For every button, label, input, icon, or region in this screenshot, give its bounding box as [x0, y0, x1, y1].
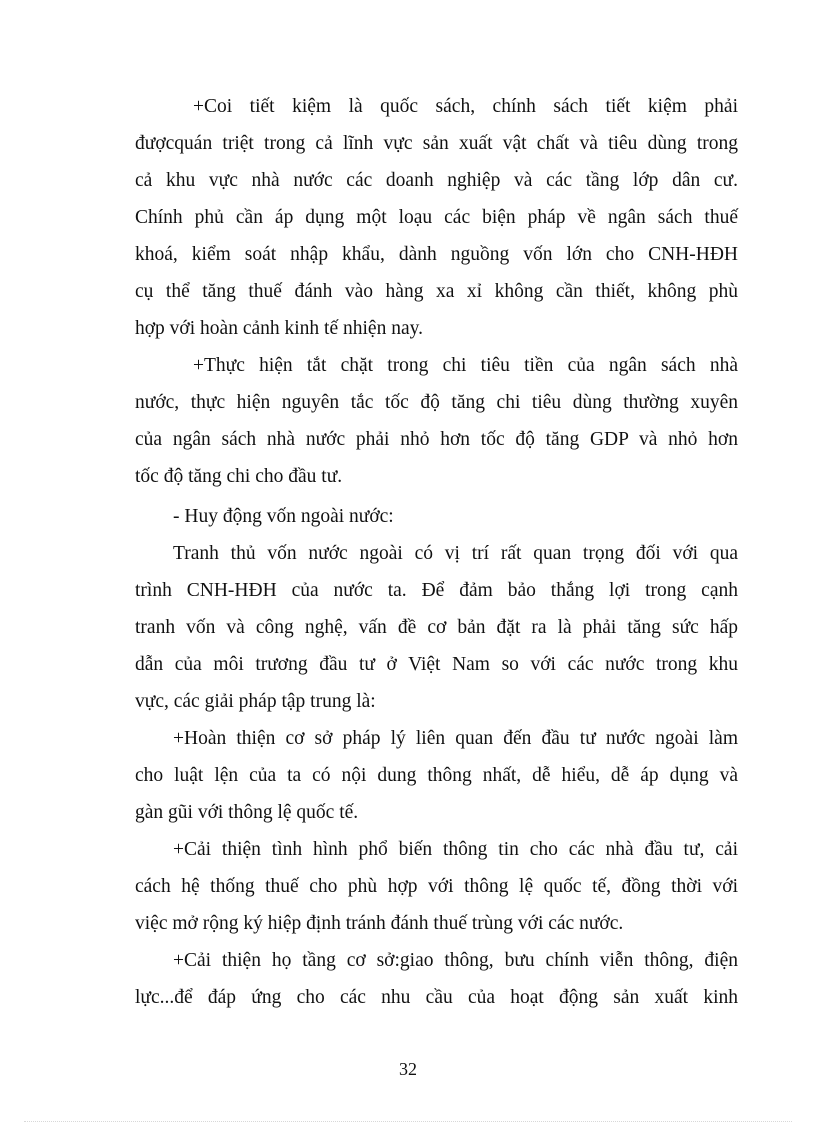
text-line: vực, các giải pháp tập trung là: [135, 691, 376, 712]
text-line: +Thực hiện tắt chặt trong chi tiêu tiền của ngân sách nhà [193, 355, 738, 376]
text-line: +Coi tiết kiệm là quốc sách, chính sách tiết kiệm phải [193, 96, 738, 117]
text-line: lực...để đáp ứng cho các nhu cầu của hoạt động sản xuất kinh [135, 987, 738, 1008]
text-line: trình CNH-HĐH của nước ta. Để đảm bảo thắng lợi trong cạnh [135, 580, 738, 601]
text-line: cách hệ thống thuế cho phù hợp với thông lệ quốc tế, đồng thời với [135, 876, 738, 897]
text-line: tranh vốn và công nghệ, vấn đề cơ bản đặt ra là phải tăng sức hấp [135, 617, 738, 638]
text-line: cho luật lện của ta có nội dung thông nhất, dễ hiểu, dễ áp dụng và [135, 765, 738, 786]
text-line: Chính phủ cần áp dụng một loạu các biện pháp về ngân sách thuế [135, 207, 738, 228]
text-line: gàn gũi với thông lệ quốc tế. [135, 802, 359, 823]
text-line: nước, thực hiện nguyên tắc tốc độ tăng chi tiêu dùng thường xuyên [135, 392, 738, 413]
text-line: khoá, kiểm soát nhập khẩu, dành nguồng vốn lớn cho CNH-HĐH [135, 244, 738, 265]
text-line: cả khu vực nhà nước các doanh nghiệp và các tầng lớp dân cư. [135, 170, 738, 191]
text-line: dẫn của môi trương đầu tư ở Việt Nam so với các nước trong khu [135, 654, 738, 675]
footer-divider [24, 1121, 792, 1122]
text-line: +Hoàn thiện cơ sở pháp lý liên quan đến đầu tư nước ngoài làm [173, 728, 738, 749]
text-line: +Cải thiện tình hình phổ biến thông tin cho các nhà đầu tư, cải [173, 839, 738, 860]
text-line: đượcquán triệt trong cả lĩnh vực sản xuất vật chất và tiêu dùng trong [135, 133, 738, 154]
text-line: việc mở rộng ký hiệp định tránh đánh thuế trùng với các nước. [135, 913, 624, 934]
text-line: tốc độ tăng chi cho đầu tư. [135, 466, 343, 487]
text-line: hợp với hoàn cảnh kinh tế nhiện nay. [135, 318, 423, 339]
text-line: Tranh thủ vốn nước ngoài có vị trí rất quan trọng đối với qua [173, 543, 738, 564]
text-line: của ngân sách nhà nước phải nhỏ hơn tốc độ tăng GDP và nhỏ hơn [135, 429, 738, 450]
section-heading: - Huy động vốn ngoài nước: [173, 506, 394, 527]
text-line: +Cải thiện họ tầng cơ sở:giao thông, bưu chính viễn thông, điện [173, 950, 738, 971]
text-line: cụ thể tăng thuế đánh vào hàng xa xỉ không cần thiết, không phù [135, 281, 738, 302]
page-number: 32 [399, 1059, 417, 1079]
